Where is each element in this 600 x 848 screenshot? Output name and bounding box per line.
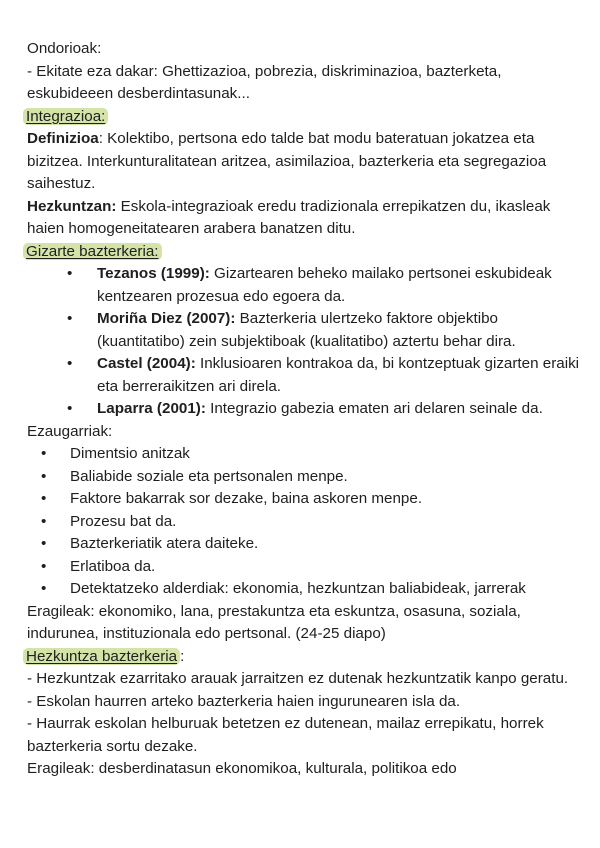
list-item: • Prozesu bat da. bbox=[27, 511, 582, 534]
author-list bbox=[27, 263, 582, 421]
integration-education bbox=[27, 196, 582, 241]
list-item: • Detektatzeko alderdiak: ekonomia, hezkuntzan baliabideak, jarrerak bbox=[27, 578, 582, 601]
features-list bbox=[27, 443, 582, 601]
author-text: Gizartearen beheko mailako pertsonei eskubideak kentzearen prozesua edo egoera da. bbox=[97, 265, 552, 305]
education-exclusion-line: - Hezkuntzak ezarritako arauak jarraitzen ez dutenak hezkuntzatik kanpo geratu. bbox=[27, 670, 569, 687]
list-item bbox=[27, 353, 582, 398]
integration-heading-line bbox=[27, 106, 582, 129]
education-exclusion-heading-line bbox=[27, 646, 582, 669]
definition-text: : Kolektibo, pertsona edo talde bat modu bateratuan jokatzea eta bizitzea. Interkunturalitatean aritzea, asimilazioa, bazterkeria eta segregazioa saihestuz. bbox=[27, 130, 547, 192]
list-item: • Faktore bakarrak sor dezake, baina askoren menpe. bbox=[27, 488, 582, 511]
document-page bbox=[27, 38, 582, 781]
list-item: • Erlatiboa da. bbox=[27, 556, 582, 579]
heading-colon: : bbox=[180, 647, 185, 665]
education-exclusion-line: - Eskolan haurren arteko bazterkeria haien ingurunearen isla da. bbox=[27, 692, 461, 710]
author-text: Bazterkeria ulertzeko faktore objektibo (kuantitatibo) zein subjektiboak (kualitatibo) aztertu behar dira. bbox=[97, 310, 516, 350]
education-exclusion-agents: Eragileak: desberdinatasun ekonomikoa, kulturala, politikoa edo bbox=[27, 760, 457, 777]
definition-label: Definizioa bbox=[27, 130, 99, 147]
list-item bbox=[27, 263, 582, 308]
list-item bbox=[27, 398, 582, 421]
integration-definition bbox=[27, 128, 582, 196]
features-heading: Ezaugarriak: bbox=[27, 422, 113, 440]
list-item: • Dimentsio anitzak bbox=[27, 443, 582, 466]
education-exclusion-heading: Hezkuntza bazterkeria bbox=[23, 648, 180, 665]
list-item: • Bazterkeriatik atera daiteke. bbox=[27, 533, 582, 556]
integration-heading: Integrazioa: bbox=[23, 108, 108, 125]
social-exclusion-heading: Gizarte bazterkeria: bbox=[23, 243, 162, 260]
author-text: Integrazio gabezia ematen ari delaren seinale da. bbox=[205, 400, 543, 417]
education-label: Hezkuntzan: bbox=[27, 197, 117, 215]
author-name: Laparra (2001): bbox=[97, 400, 206, 417]
conclusions-line: - Ekitate eza dakar: Ghettizazioa, pobrezia, diskriminazioa, bazterketa, eskubideeen desberdintasunak... bbox=[27, 62, 502, 102]
conclusions-heading: Ondorioak: bbox=[27, 40, 102, 57]
list-item bbox=[27, 308, 582, 353]
author-name: Castel (2004): bbox=[97, 355, 196, 372]
education-text: Eskola-integrazioak eredu tradizionala errepikatzen du, ikasleak haien homogeneitatearen arabera banatzen ditu. bbox=[27, 197, 551, 237]
author-text: Inklusioaren kontrakoa da, bi kontzeptuak gizarten eraiki eta berreraikitzen ari direla. bbox=[97, 355, 580, 395]
social-exclusion-agents: Eragileak: ekonomiko, lana, prestakuntza eta eskuntza, osasuna, soziala, indurunea, instituzionala edo pertsonal. (24-25 diapo) bbox=[27, 602, 521, 642]
author-name: Tezanos (1999): bbox=[97, 265, 210, 282]
author-name: Moriña Diez (2007): bbox=[97, 310, 236, 327]
list-item: • Baliabide soziale eta pertsonalen menpe. bbox=[27, 466, 582, 489]
education-exclusion-line: - Haurrak eskolan helburuak betetzen ez dutenean, mailaz errepikatu, horrek bazterkeria sortu dezake. bbox=[27, 715, 544, 755]
social-exclusion-heading-line bbox=[27, 241, 582, 264]
